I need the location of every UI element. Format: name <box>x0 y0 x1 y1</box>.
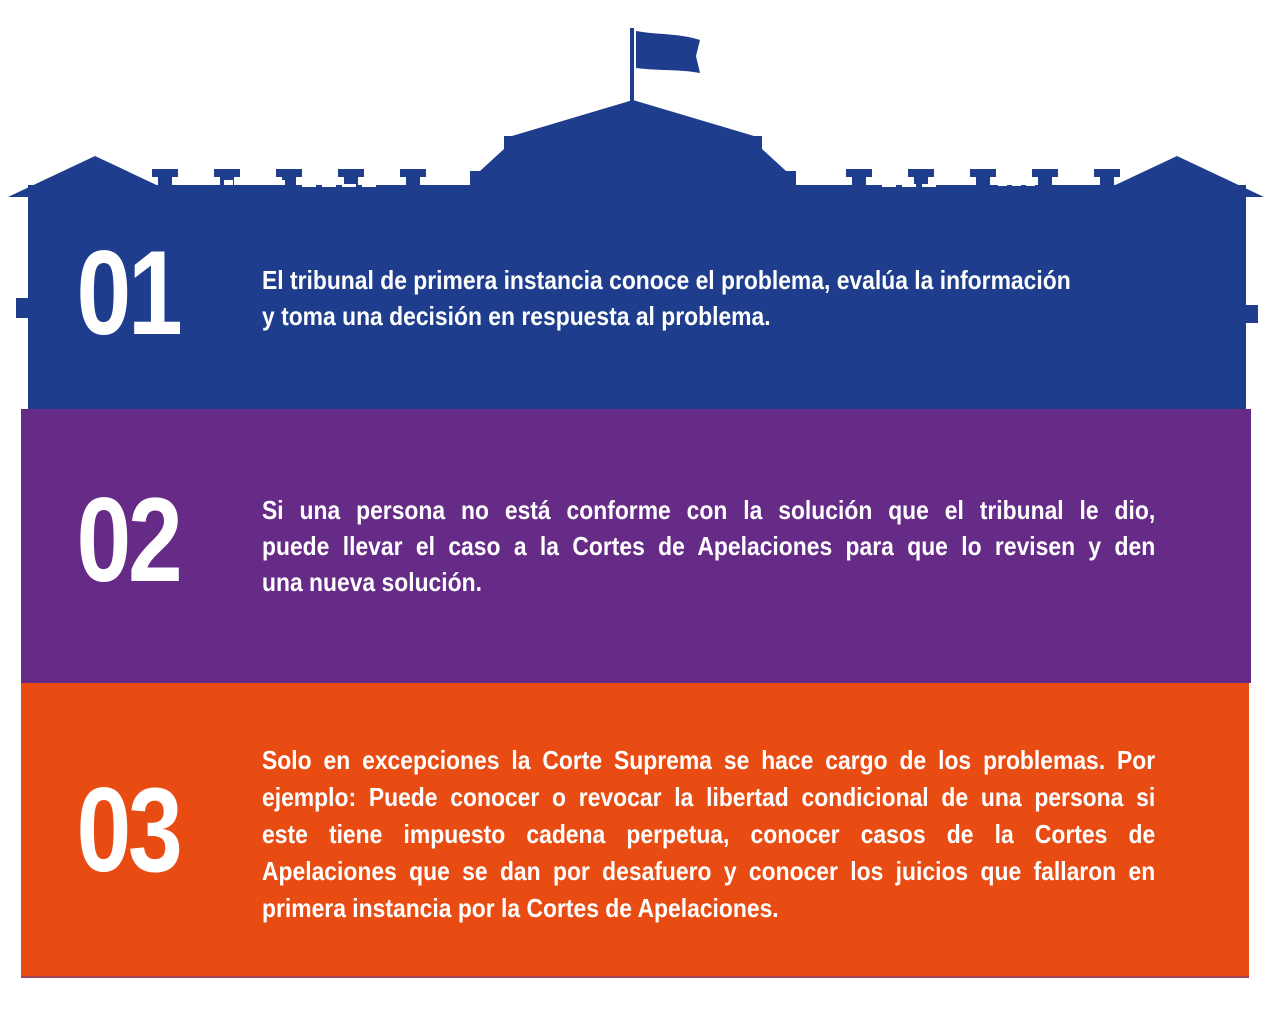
step-2-number: 02 <box>76 473 180 607</box>
step-3-line-1: Solo en excepciones la Corte Suprema se hace cargo de los problemas. Por <box>262 745 1156 775</box>
step-3-line-4: Apelaciones que se dan por desafuero y conocer los juicios que fallaron en <box>262 856 1156 886</box>
battlements-left <box>152 169 426 186</box>
step-1-number: 01 <box>76 226 180 360</box>
step-1-text <box>262 262 1155 334</box>
step-2-line-1: Si una persona no está conforme con la solución que el tribunal le dio, <box>262 495 1156 525</box>
right-notch <box>1244 305 1258 323</box>
step-2-line-2: puede llevar el caso a la Cortes de Apelaciones para que lo revisen y den <box>262 531 1156 561</box>
flag-icon <box>630 28 700 102</box>
step-3-number: 03 <box>76 763 180 897</box>
step-3-text <box>262 742 1155 927</box>
step-1-line-2: y toma una decisión en respuesta al problema. <box>262 301 771 331</box>
step-3-line-5: primera instancia por la Cortes de Apelaciones. <box>262 893 779 923</box>
step-1-line-1: El tribunal de primera instancia conoce el problema, evalúa la información <box>262 265 1071 295</box>
step-3-line-3: este tiene impuesto cadena perpetua, conocer casos de la Cortes de <box>262 819 1156 849</box>
step-2-text <box>262 492 1155 600</box>
left-notch <box>16 298 30 318</box>
battlements-right <box>846 169 1120 186</box>
step-2-line-3: una nueva solución. <box>262 567 482 597</box>
pediment-roof-icon <box>470 100 796 188</box>
step-3-line-2: ejemplo: Puede conocer o revocar la libertad condicional de una persona si <box>262 782 1156 812</box>
